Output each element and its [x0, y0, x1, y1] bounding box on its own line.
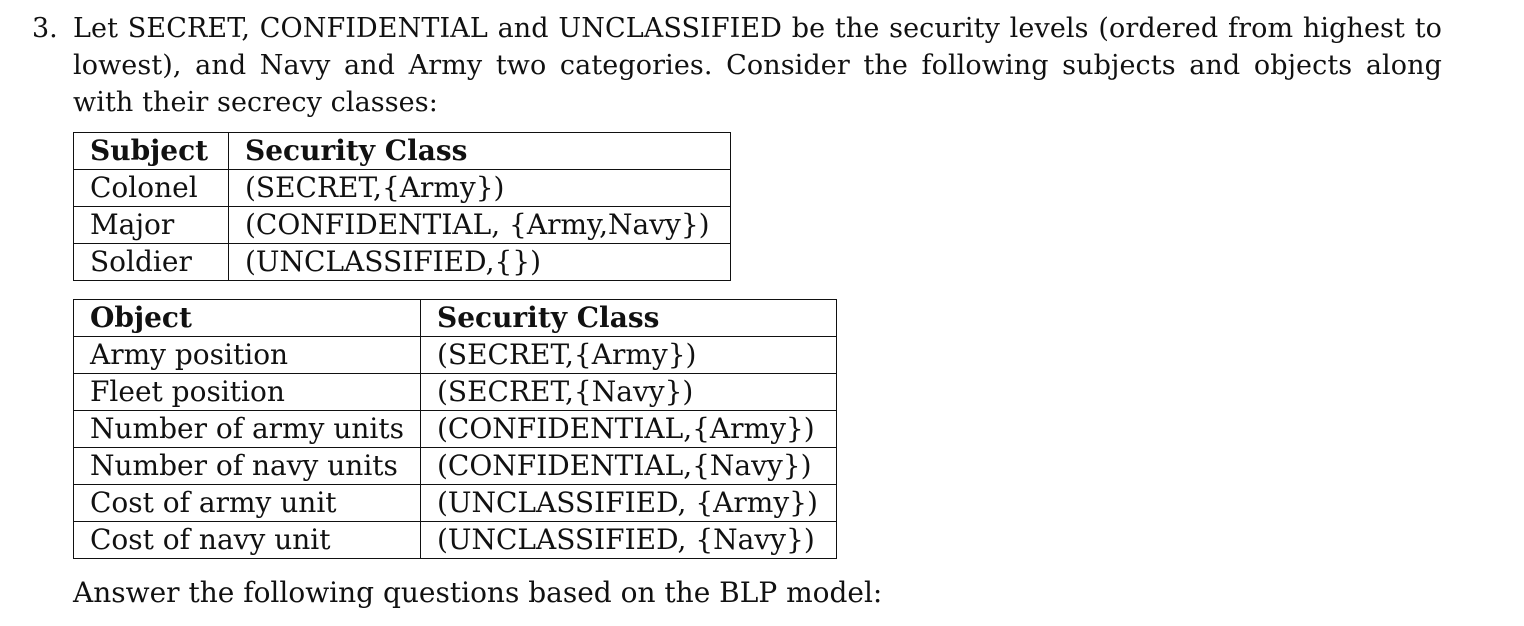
- footer-instruction: Answer the following questions based on the BLP model:: [73, 576, 883, 609]
- subject-security-class-header: Security Class: [229, 133, 731, 170]
- table-row: [74, 485, 837, 522]
- subject-name-cell: Colonel: [74, 170, 229, 207]
- question-text: Let SECRET, CONFIDENTIAL and UNCLASSIFIED be the security levels (ordered from highest to lowest), and Navy and Army two categories. Consider the following subjects and objects along with their secrecy classes:: [73, 13, 1442, 118]
- object-table-header-row: [74, 300, 837, 337]
- object-name-cell: Cost of navy unit: [74, 522, 421, 559]
- object-name-cell: Cost of army unit: [74, 485, 421, 522]
- security-class-cell: (UNCLASSIFIED,{}): [229, 244, 731, 281]
- table-row: [74, 337, 837, 374]
- subject-header: Subject: [74, 133, 229, 170]
- object-header: Object: [74, 300, 421, 337]
- table-row: [74, 374, 837, 411]
- subject-table-header-row: [74, 133, 731, 170]
- subject-name-cell: Major: [74, 207, 229, 244]
- table-row: [74, 411, 837, 448]
- security-class-cell: (SECRET,{Army}): [420, 337, 836, 374]
- table-row: [74, 522, 837, 559]
- object-name-cell: Number of navy units: [74, 448, 421, 485]
- object-name-cell: Fleet position: [74, 374, 421, 411]
- question-number: 3.: [32, 13, 58, 44]
- security-class-cell: (CONFIDENTIAL, {Army,Navy}): [229, 207, 731, 244]
- table-row: [74, 448, 837, 485]
- security-class-cell: (CONFIDENTIAL,{Navy}): [420, 448, 836, 485]
- security-class-cell: (SECRET,{Navy}): [420, 374, 836, 411]
- security-class-cell: (UNCLASSIFIED, {Army}): [420, 485, 836, 522]
- subject-table: [73, 132, 731, 281]
- table-row: [74, 170, 731, 207]
- table-row: [74, 207, 731, 244]
- object-security-class-header: Security Class: [420, 300, 836, 337]
- security-class-cell: (UNCLASSIFIED, {Navy}): [420, 522, 836, 559]
- security-class-cell: (SECRET,{Army}): [229, 170, 731, 207]
- table-row: [74, 244, 731, 281]
- question-block: [32, 10, 1442, 121]
- object-name-cell: Number of army units: [74, 411, 421, 448]
- object-name-cell: Army position: [74, 337, 421, 374]
- security-class-cell: (CONFIDENTIAL,{Army}): [420, 411, 836, 448]
- object-table: [73, 299, 837, 559]
- subject-name-cell: Soldier: [74, 244, 229, 281]
